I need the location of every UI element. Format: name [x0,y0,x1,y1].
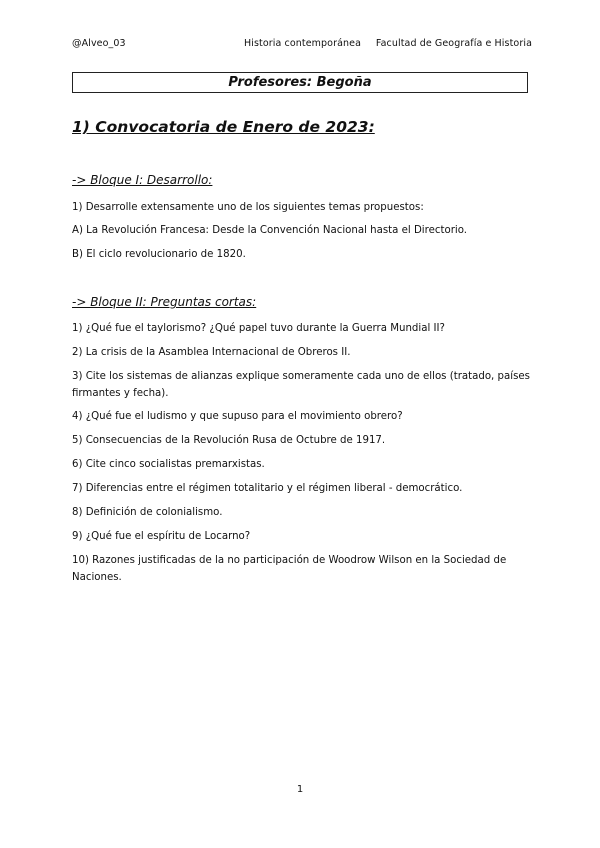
question-item: 2) La crisis de la Asamblea Internacional de Obreros II. [72,347,351,358]
question-item: 9) ¿Qué fue el espíritu de Locarno? [72,531,251,542]
professors-title-box [72,72,528,93]
bloque-1-line: 1) Desarrolle extensamente uno de los siguientes temas propuestos: [72,202,424,213]
header-subject: Historia contemporánea [244,38,361,49]
question-item: 8) Definición de colonialismo. [72,507,223,518]
question-item: 6) Cite cinco socialistas premarxistas. [72,459,265,470]
header-username: @Alveo_03 [72,38,126,49]
page-number: 1 [296,784,304,795]
question-item: 7) Diferencias entre el régimen totalitario y el régimen liberal - democrático. [72,483,463,494]
question-item: 3) Cite los sistemas de alianzas explique someramente cada uno de ellos (tratado, países firmantes y fecha). [72,371,530,399]
question-item: 1) ¿Qué fue el taylorismo? ¿Qué papel tuvo durante la Guerra Mundial II? [72,323,445,334]
question-item: 4) ¿Qué fue el ludismo y que supuso para el movimiento obrero? [72,411,403,422]
bloque-1-title: -> Bloque I: Desarrollo: [72,173,213,187]
bloque-1-line: B) El ciclo revolucionario de 1820. [72,249,246,260]
professors-title: Profesores: Begoña [228,75,372,90]
bloque-2-title: -> Bloque II: Preguntas cortas: [72,295,257,309]
page-header [72,38,532,52]
header-faculty: Facultad de Geografía e Historia [375,38,532,49]
question-item: 5) Consecuencias de la Revolución Rusa de Octubre de 1917. [72,435,386,446]
question-item: 10) Razones justificadas de la no participación de Woodrow Wilson en la Sociedad de Naciones. [72,555,507,583]
bloque-1-line: A) La Revolución Francesa: Desde la Convención Nacional hasta el Directorio. [72,225,468,236]
convocatoria-heading: 1) Convocatoria de Enero de 2023: [72,118,375,136]
